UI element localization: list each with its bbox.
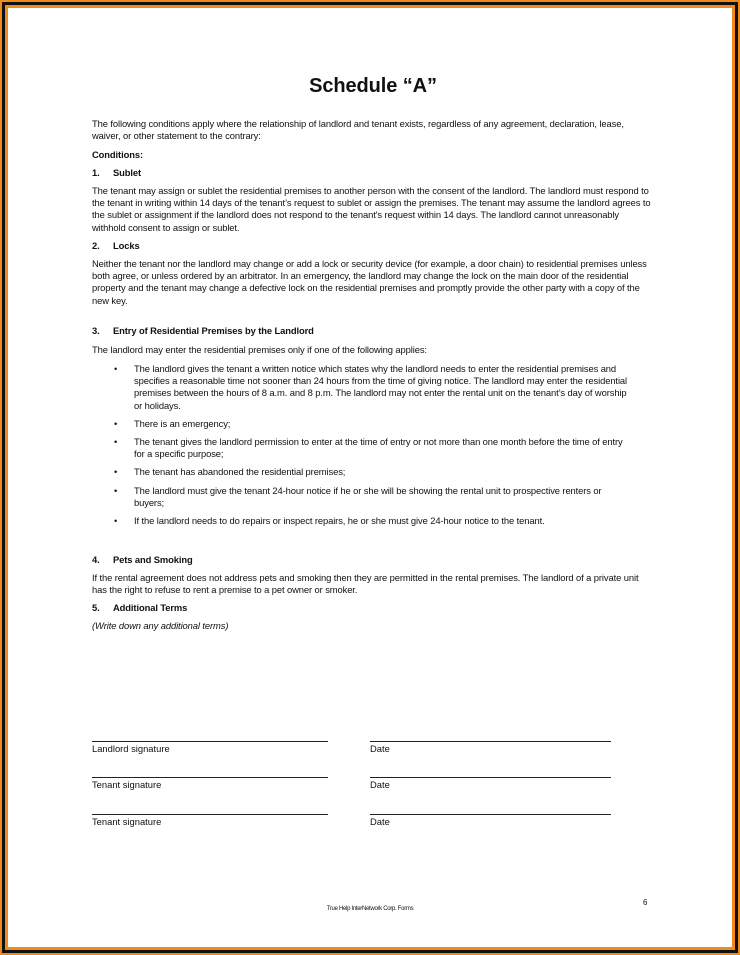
tenant-signature-line[interactable] [92,777,328,778]
conditions-label: Conditions: [92,149,143,160]
landlord-signature-line[interactable] [92,741,328,742]
section-4-body: If the rental agreement does not address pets and smoking then they are permitted in the rental premises. The landlord of a private unit has the right to refuse to rent a premise to a pet owner or smoker. [92,572,639,596]
list-item: • The landlord gives the tenant a written notice which states why the landlord needs to enter the residential premises and specifies a reasonable time not sooner than 24 hours from the time of giving notice. The landlord may enter the residential premises between the hours of 8 a.m. and 8 p.m. The landlord may not enter the rental unit on the tenant’s day of worship or holidays. [114,363,628,411]
entry-conditions-list [92,363,632,533]
section-1-body: The tenant may assign or sublet the residential premises to another person with the consent of the landlord. The landlord must respond to the tenant in writing within 14 days of the tenant’s request to sublet or assign the premises. The tenant may assume the landlord agrees to the sublet or assignment if the landlord does not respond to the tenant's request within 14 days. The landlord cannot unreasonably withhold consent to assign or sublet. [92,185,651,233]
section-2-body: Neither the tenant nor the landlord may change or add a lock or security device (for example, a door chain) to residential premises unless both agree, or unless ordered by an arbitrator. In an emergency, the landlord may change the lock on the main door of the residential property and the tenant may change a defective lock on the residential premises and promptly provide the other party with a copy of the new key. [92,258,647,306]
landlord-date-label: Date [370,743,390,754]
section-3-heading: 3. Entry of Residential Premises by the Landlord [92,325,314,336]
section-5-heading: 5. Additional Terms [92,602,188,613]
document-page [8,8,732,947]
tenant-date-line[interactable] [370,777,611,778]
list-item: • The tenant has abandoned the residential premises; [114,466,346,478]
tenant-2-date-line[interactable] [370,814,611,815]
list-item: • There is an emergency; [114,417,231,429]
tenant-date-label: Date [370,779,390,790]
section-3-body: The landlord may enter the residential premises only if one of the following applies: [92,344,427,355]
section-2-heading: 2. Locks [92,240,140,251]
tenant-2-signature-line[interactable] [92,814,328,815]
intro-paragraph: The following conditions apply where the relationship of landlord and tenant exists, regardless of any agreement, declaration, lease, waiver, or other statement to the contrary: [92,118,624,142]
list-item: • The tenant gives the landlord permission to enter at the time of entry or not more than one month before the time of entry for a specific purpose; [114,436,623,460]
section-5-body: (Write down any additional terms) [92,620,229,631]
tenant-2-date-label: Date [370,816,390,827]
tenant-2-signature-label: Tenant signature [92,816,162,827]
footer: True Help InterNetwork Corp. Forms [326,906,414,912]
section-4-heading: 4. Pets and Smoking [92,554,193,565]
list-item: • The landlord must give the tenant 24-hour notice if he or she will be showing the rental unit to prospective renters or buyers; [114,484,602,508]
section-1-heading: 1. Sublet [92,167,142,178]
page-number: 6 [643,898,648,907]
list-item: • If the landlord needs to do repairs or inspect repairs, he or she must give 24-hour notice to the tenant. [114,515,545,527]
landlord-signature-label: Landlord signature [92,743,170,754]
landlord-date-line[interactable] [370,741,611,742]
page-title: Schedule “A” [309,75,437,97]
tenant-signature-label: Tenant signature [92,779,162,790]
